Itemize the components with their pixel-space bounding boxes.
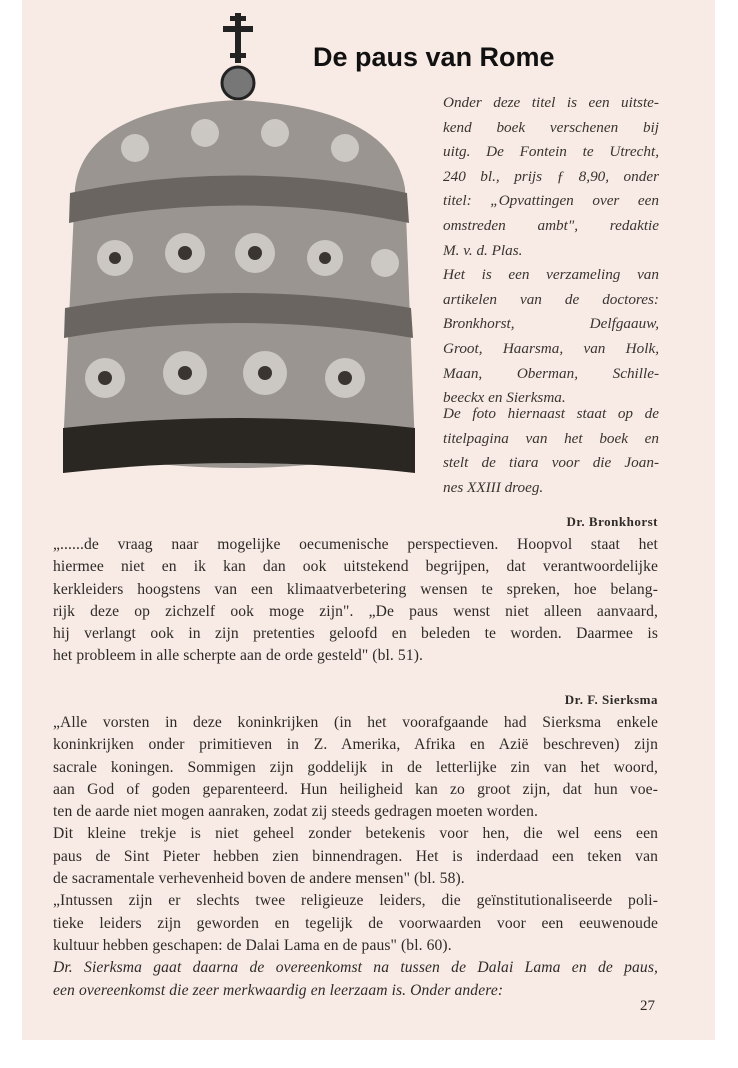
page-number: 27 — [640, 998, 655, 1014]
text-line: M. v. d. Plas. — [443, 241, 523, 259]
text-line: Onder deze titel is een uitste- — [443, 94, 659, 111]
text-line: stelt de tiara voor die Joan- — [443, 454, 659, 472]
tiara-photo — [55, 8, 425, 483]
text-line: ten de aarde niet mogen aanraken, zodat zij steeds gedragen moeten worden. — [53, 803, 538, 821]
text-line: aan God of goden geparenteerd. Hun heiligheid kan zo groot zijn, dat hun voe- — [53, 780, 658, 798]
text-line: kend boek verschenen bij — [443, 118, 659, 136]
text-line: de sacramentale verhevenheid boven de andere mensen" (bl. 58). — [53, 870, 465, 888]
text-line: hij verlangt ook in zijn pretenties geloofd en beleden te worden. Daarmee is — [53, 625, 658, 643]
author-heading: Dr. Bronkhorst — [566, 514, 658, 529]
text-line: koninkrijken onder primitieven in Z. Amerika, Afrika en Azië beschreven) zijn — [53, 736, 658, 754]
text-line: titel: „Opvattingen over een — [443, 192, 659, 210]
text-line: uitg. De Fontein te Utrecht, — [443, 143, 659, 161]
text-line: sacrale koningen. Sommigen zijn goddelijk in de letterlijke zin van het woord, — [53, 758, 658, 776]
text-line: Dit kleine trekje is niet geheel zonder betekenis voor hen, die wel eens een — [53, 825, 658, 843]
text-line: nes XXIII droeg. — [443, 478, 544, 496]
section-sierksma — [53, 688, 658, 1002]
text-line: Dr. Sierksma gaat daarna de overeenkomst na tussen de Dalai Lama en de paus, — [53, 959, 658, 977]
text-line: omstreden ambt", redaktie — [443, 216, 659, 234]
text-line: het probleem in alle scherpte aan de orde gesteld" (bl. 51). — [53, 647, 424, 665]
text-line: „Alle vorsten in deze koninkrijken (in het voorafgaande had Sierksma enkele — [53, 714, 658, 731]
text-line: De foto hiernaast staat op de — [443, 405, 659, 422]
text-line: hiermee niet en ik kan dan ook uitstekend begrijpen, dat verantwoordelijke — [53, 558, 658, 576]
text-line: rijk deze op zichzelf ook moge zijn". „De paus wenst niet alleen aanvaard, — [53, 602, 658, 620]
text-line: kultuur hebben geschapen: de Dalai Lama en de paus" (bl. 60). — [53, 936, 452, 954]
text-line: kerkleiders hoogstens van een klimaatverbetering wensen te spreken, hoe belang- — [53, 580, 658, 598]
text-line: paus de Sint Pieter hebben zien binnendragen. Het is inderdaad een teken van — [53, 847, 658, 865]
text-line: Maan, Oberman, Schille- — [443, 364, 659, 382]
sidebar-text — [443, 91, 659, 411]
text-line: Het is een verzameling van — [443, 266, 659, 284]
text-line: een overeenkomst die zeer merkwaardig en leerzaam is. Onder andere: — [53, 981, 504, 999]
text-line: „......de vraag naar mogelijke oecumenische perspectieven. Hoopvol staat het — [53, 536, 658, 553]
section-bronkhorst — [53, 510, 658, 668]
text-line: 240 bl., prijs ƒ 8,90, onder — [443, 167, 659, 185]
photo-caption — [443, 402, 659, 500]
text-line: Bronkhorst, Delfgaauw, — [443, 315, 659, 333]
text-line: beeckx en Sierksma. — [443, 389, 566, 407]
page-title: De paus van Rome — [313, 42, 555, 72]
text-line: Groot, Haarsma, van Holk, — [443, 339, 659, 357]
text-line: tieke leiders zijn geworden en tegelijk de voorwaarden voor een eeuwenoude — [53, 914, 658, 932]
text-line: artikelen van de doctores: — [443, 290, 659, 308]
author-heading: Dr. F. Sierksma — [564, 692, 658, 707]
text-line: titelpagina van het boek en — [443, 429, 659, 447]
text-line: „Intussen zijn er slechts twee religieuze leiders, die geïnstitutionaliseerde poli- — [53, 892, 658, 910]
